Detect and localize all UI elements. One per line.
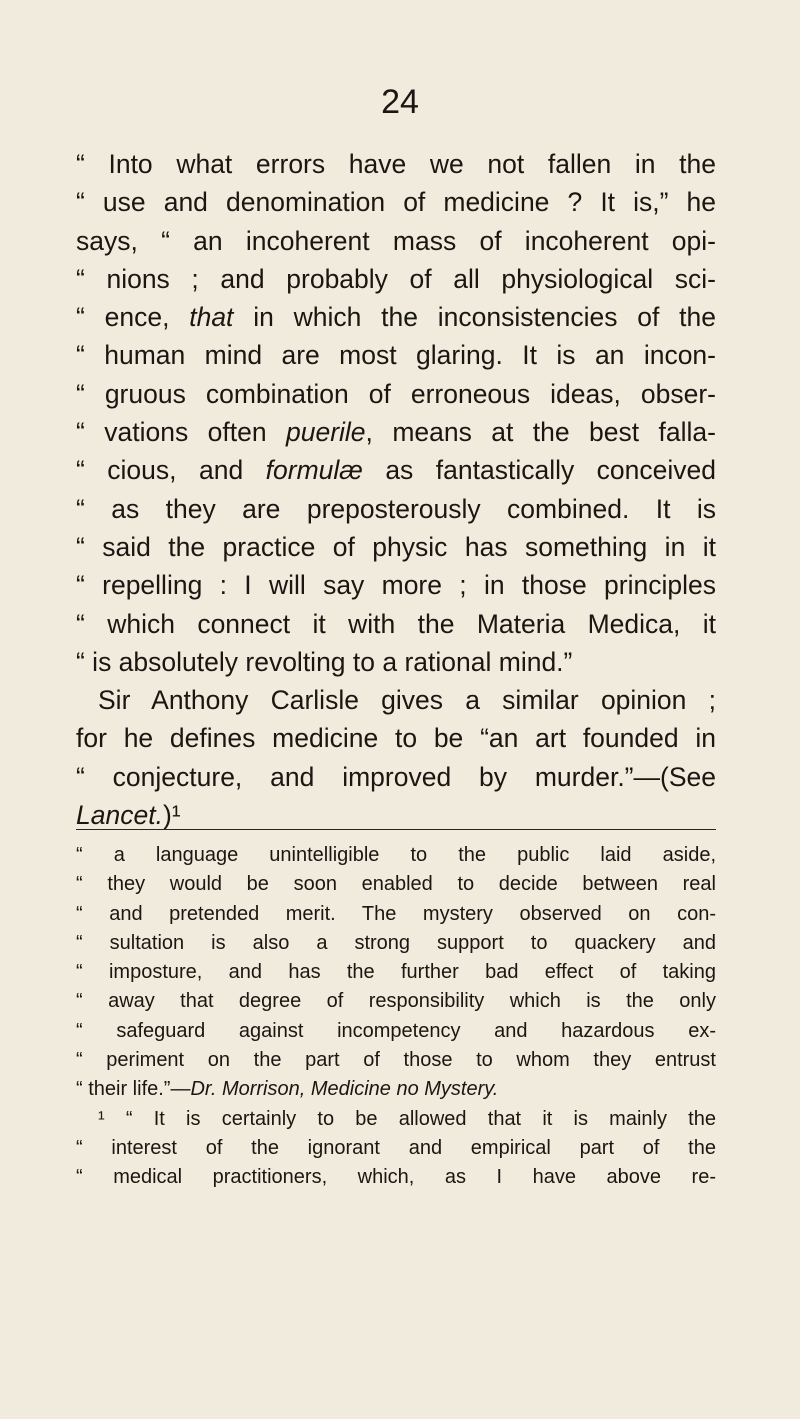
footnote-divider <box>76 829 716 830</box>
footnote-line: “ periment on the part of those to whom they entrust <box>76 1049 716 1072</box>
footnote-line: “ safeguard against incompetency and hazardous ex- <box>76 1019 716 1042</box>
text-line: “ is absolutely revolting to a rational mind.” <box>76 646 573 677</box>
text-line: “ nions ; and probably of all physiological sci- <box>76 263 716 294</box>
text-line: Sir Anthony Carlisle gives a similar opinion ; <box>98 685 716 716</box>
footnote-line: “ their life.”—Dr. Morrison, Medicine no Mystery. <box>76 1078 499 1101</box>
footnote-line: “ they would be soon enabled to decide between real <box>76 873 716 896</box>
text-line: “ Into what errors have we not fallen in the <box>76 149 716 179</box>
text-line: “ gruous combination of erroneous ideas, obser- <box>76 378 716 409</box>
footnote-line: “ medical practitioners, which, as I have above re- <box>76 1166 716 1189</box>
text-line: “ vations often puerile, means at the best falla- <box>76 417 716 448</box>
text-line: “ as they are preposterously combined. It is <box>76 493 716 524</box>
text-line: “ conjecture, and improved by murder.”—(See <box>76 761 716 792</box>
text-line: “ said the practice of physic has something in it <box>76 531 716 562</box>
text-line: “ use and denomination of medicine ? It is,” he <box>76 187 716 218</box>
text-line: “ human mind are most glaring. It is an incon- <box>76 340 716 371</box>
footnote-line: “ imposture, and has the further bad effect of taking <box>76 961 716 984</box>
text-line: for he defines medicine to be “an art founded in <box>76 723 716 754</box>
text-line: says, “ an incoherent mass of incoherent opi- <box>76 225 716 256</box>
text-line: “ which connect it with the Materia Medica, it <box>76 608 716 639</box>
footnote-line: “ interest of the ignorant and empirical part of the <box>76 1136 716 1159</box>
page-number: 24 <box>381 83 419 121</box>
text-line: “ ence, that in which the inconsistencies of the <box>76 302 716 333</box>
footnote-line: “ sultation is also a strong support to quackery and <box>76 931 716 954</box>
footnote-line: “ a language unintelligible to the public laid aside, <box>76 844 716 866</box>
text-line: “ cious, and formulæ as fantastically conceived <box>76 455 717 486</box>
text-line: “ repelling : I will say more ; in those principles <box>76 570 716 601</box>
text-line: Lancet.)¹ <box>76 800 181 831</box>
footnote-line: “ away that degree of responsibility which is the only <box>76 990 716 1013</box>
main-text <box>76 145 716 834</box>
footnotes <box>76 841 716 1193</box>
footnote-line: “ and pretended merit. The mystery observed on con- <box>76 902 716 925</box>
footnote-line: ¹ “ It is certainly to be allowed that it is mainly the <box>98 1107 716 1130</box>
